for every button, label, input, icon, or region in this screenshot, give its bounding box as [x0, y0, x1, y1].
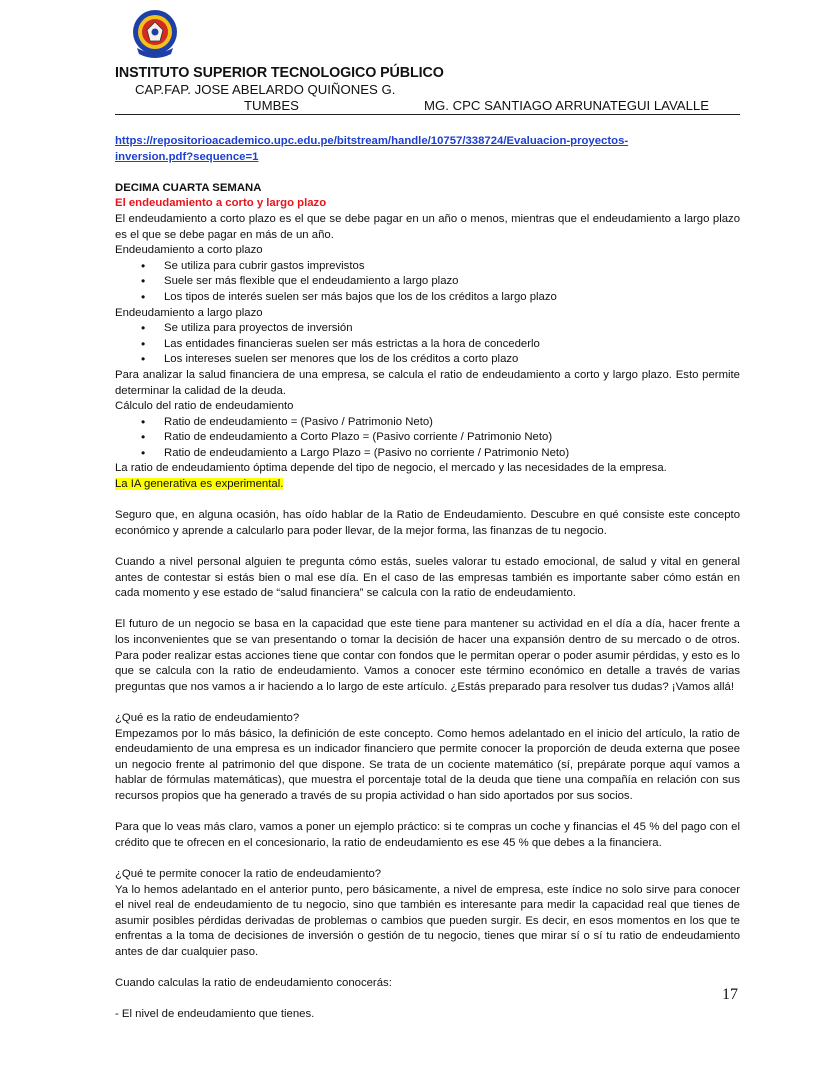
list-item: • Los intereses suelen ser menores que los de los créditos a corto plazo	[164, 352, 740, 368]
paragraph-4: Empezamos por lo más básico, la definición de este concepto. Como hemos adelantado en el inicio del artículo, la ratio de endeudamiento de una empresa es un indicador financiero que permite conocer la proporción de deuda externa que posee un negocio frente al patrimonio del que dispone. Se trata de un cociente matemático (sí, prepárate porque aquí vamos a hablar de fórmulas matemáticas), que muestra el porcentaje total de la deuda que tiene una compañía en relación con sus recursos propios que ha generado a través de su propia actividad o han sido aportados por sus socios.	[115, 727, 740, 802]
list-item: • Los tipos de interés suelen ser más bajos que los de los créditos a largo plazo	[164, 290, 740, 306]
list-item: • Las entidades financieras suelen ser más estrictas a la hora de concederlo	[164, 337, 740, 353]
paragraph-5: Para que lo veas más claro, vamos a poner un ejemplo práctico: si te compras un coche y financias el 45 % del pago con el crédito que te ofrecen en el concesionario, la ratio de endeudamiento es ese 45 % que debes a la financiera.	[115, 821, 740, 849]
intro-paragraph: El endeudamiento a corto plazo es el que se debe pagar en un año o menos, mientras que el endeudamiento a largo plazo es el que se debe pagar en más de un año.	[115, 212, 740, 241]
institute-city: TUMBES	[244, 98, 299, 113]
list-item: • Ratio de endeudamiento a Corto Plazo = (Pasivo corriente / Patrimonio Neto)	[164, 430, 740, 446]
optimal-paragraph: La ratio de endeudamiento óptima depende del tipo de negocio, el mercado y las necesidades de la empresa.	[115, 462, 667, 475]
ai-note: La IA generativa es experimental.	[115, 478, 284, 491]
reference-link[interactable]: https://repositorioacademico.upc.edu.pe/bitstream/handle/10757/338724/Evaluacion-proyectos- inversion.pdf?sequence=1	[115, 135, 629, 163]
document-body	[115, 134, 740, 1023]
section-subtitle: El endeudamiento a corto y largo plazo	[115, 197, 327, 210]
list-item: • Se utiliza para proyectos de inversión	[164, 321, 740, 337]
paragraph-6: Ya lo hemos adelantado en el anterior punto, pero básicamente, a nivel de empresa, este índice no solo sirve para conocer el nivel real de endeudamiento de tu negocio, sino que también es interesante para medir la capacidad real que tienes de asumir posibles pérdidas derivadas de problemas o cambios que pueden surgir. Es decir, en esos momentos en los que te enfrentas a la toma de decisiones de inversión o gestión de tu negocio, tienes que mirar sí o sí tu ratio de endeudamiento antes de dar cualquier paso.	[115, 883, 740, 958]
paragraph-7: Cuando calculas la ratio de endeudamiento conocerás:	[115, 977, 392, 990]
list-item: • Ratio de endeudamiento = (Pasivo / Patrimonio Neto)	[164, 415, 740, 431]
paragraph-8: - El nivel de endeudamiento que tienes.	[115, 1008, 315, 1021]
question-2: ¿Qué te permite conocer la ratio de endeudamiento?	[115, 867, 382, 880]
teacher-name: MG. CPC SANTIAGO ARRUNATEGUI LAVALLE	[424, 98, 710, 113]
long-term-heading: Endeudamiento a largo plazo	[115, 306, 263, 319]
paragraph-1: Seguro que, en alguna ocasión, has oído hablar de la Ratio de Endeudamiento. Descubre en qué consiste este concepto económico y aprende a calcularlo para poder llevar, de la mejor forma, las finanzas de tu negocio.	[115, 509, 740, 537]
list-item: • Ratio de endeudamiento a Largo Plazo = (Pasivo no corriente / Patrimonio Neto)	[164, 446, 740, 462]
question-1: ¿Qué es la ratio de endeudamiento?	[115, 711, 300, 724]
institute-name: INSTITUTO SUPERIOR TECNOLOGICO PÚBLICO	[115, 65, 444, 81]
short-term-heading: Endeudamiento a corto plazo	[115, 244, 263, 257]
paragraph-2: Cuando a nivel personal alguien te pregunta cómo estás, sueles valorar tu estado emocional, de salud y vital en general antes de contestar si estás bien o mal ese día. En el caso de las empresas también es importante saber cómo están en cada momento y ese estado de “salud financiera” se calcula con la ratio de endeudamiento.	[115, 556, 740, 600]
institute-logo	[131, 8, 179, 62]
page-number: 17	[722, 986, 738, 1003]
calc-list	[115, 415, 740, 462]
institute-full-name: CAP.FAP. JOSE ABELARDO QUIÑONES G.	[135, 82, 396, 97]
header-divider	[115, 114, 740, 115]
analysis-paragraph: Para analizar la salud financiera de una empresa, se calcula el ratio de endeudamiento a corto y largo plazo. Esto permite determinar la calidad de la deuda.	[115, 368, 740, 397]
short-term-list	[115, 259, 740, 306]
long-term-list	[115, 321, 740, 368]
week-heading: DECIMA CUARTA SEMANA	[115, 181, 262, 194]
calc-heading: Cálculo del ratio de endeudamiento	[115, 400, 294, 413]
paragraph-3: El futuro de un negocio se basa en la capacidad que este tiene para mantener su actividad en el día a día, hacer frente a los inconvenientes que se van presentando o tomar la decisión de hacer una expansión dentro de su mercado o de otros. Para poder realizar estas acciones tiene que contar con fondos que le permitan operar o poder asumir pérdidas, y esto es lo que se calcula con la ratio de endeudamiento. Vamos a conocer este término económico en detalle a través de varias preguntas que nos vamos a ir haciendo a lo largo de este artículo. ¿Estás preparado para resolver tus dudas? ¡Vamos allá!	[115, 618, 740, 693]
list-item: • Suele ser más flexible que el endeudamiento a largo plazo	[164, 274, 740, 290]
list-item: • Se utiliza para cubrir gastos imprevistos	[164, 259, 740, 275]
